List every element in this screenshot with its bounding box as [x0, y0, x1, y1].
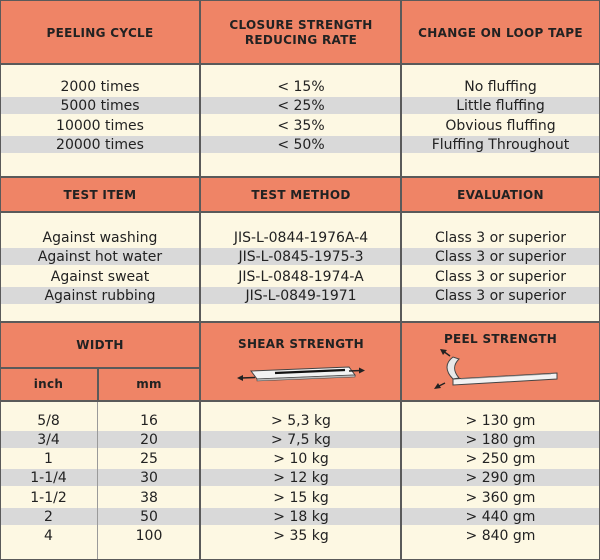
- peel-strength-cell: > 360 gm: [465, 490, 536, 506]
- shear-strength-cell: > 12 kg: [273, 470, 329, 486]
- peel-strength-icon: [433, 349, 563, 391]
- peeling-cycle-cell: 2000 times: [60, 79, 140, 95]
- test-method-header: TEST METHOD: [251, 188, 351, 202]
- width-subheader-divider: [1, 367, 199, 369]
- row-divider: [1, 211, 599, 213]
- width-mm-cell: 50: [140, 509, 158, 525]
- width-mm-cell: 20: [140, 432, 158, 448]
- shear-strength-header: SHEAR STRENGTH: [238, 337, 364, 351]
- width-inch-cell: 1-1/2: [30, 490, 67, 506]
- test-method-cell: JIS-L-0848-1974-A: [238, 269, 364, 285]
- test-item-cell: Against hot water: [37, 249, 163, 265]
- reducing-rate-cell: < 25%: [277, 98, 325, 114]
- row-divider: [1, 63, 599, 65]
- width-inch-cell: 2: [44, 509, 53, 525]
- test-item-cell: Against sweat: [50, 269, 150, 285]
- peeling-cycle-cell: 20000 times: [56, 137, 144, 153]
- evaluation-header: EVALUATION: [457, 188, 544, 202]
- inch-header: inch: [33, 377, 64, 391]
- width-header: WIDTH: [76, 338, 124, 352]
- reducing-rate-header: REDUCING RATE: [244, 33, 358, 47]
- width-inch-cell: 3/4: [37, 432, 60, 448]
- shear-strength-cell: > 35 kg: [273, 528, 329, 544]
- width-inch-cell: 4: [44, 528, 53, 544]
- mm-header: mm: [136, 377, 162, 391]
- peel-strength-cell: > 130 gm: [465, 413, 536, 429]
- row-divider: [1, 400, 599, 402]
- evaluation-cell: Class 3 or superior: [434, 288, 567, 304]
- shear-strength-cell: > 18 kg: [273, 509, 329, 525]
- width-mm-cell: 25: [140, 451, 158, 467]
- evaluation-cell: Class 3 or superior: [434, 249, 567, 265]
- loop-tape-cell: No fluffing: [464, 79, 537, 95]
- loop-tape-cell: Obvious fluffing: [445, 118, 556, 134]
- shear-strength-cell: > 10 kg: [273, 451, 329, 467]
- column-divider: [199, 1, 201, 559]
- loop-tape-cell: Little fluffing: [456, 98, 545, 114]
- peel-strength-cell: > 840 gm: [465, 528, 536, 544]
- test-method-cell: JIS-L-0844-1976A-4: [233, 230, 369, 246]
- peeling-cycle-cell: 10000 times: [56, 118, 144, 134]
- evaluation-cell: Class 3 or superior: [434, 269, 567, 285]
- row-divider: [1, 321, 599, 323]
- reducing-rate-cell: < 15%: [277, 79, 325, 95]
- inch-mm-divider: [97, 402, 98, 559]
- evaluation-cell: Class 3 or superior: [434, 230, 567, 246]
- peel-strength-cell: > 250 gm: [465, 451, 536, 467]
- row-divider: [1, 176, 599, 178]
- peel-strength-cell: > 180 gm: [465, 432, 536, 448]
- peel-strength-header: PEEL STRENGTH: [443, 332, 558, 346]
- peeling-cycle-cell: 5000 times: [60, 98, 140, 114]
- test-item-header: TEST ITEM: [63, 188, 137, 202]
- test-item-cell: Against rubbing: [44, 288, 156, 304]
- peeling-cycle-header: PEELING CYCLE: [46, 26, 154, 40]
- test-method-cell: JIS-L-0845-1975-3: [238, 249, 364, 265]
- test-method-cell: JIS-L-0849-1971: [245, 288, 357, 304]
- loop-tape-cell: Fluffing Throughout: [431, 137, 570, 153]
- width-inch-cell: 5/8: [37, 413, 60, 429]
- shear-strength-cell: > 15 kg: [273, 490, 329, 506]
- width-mm-cell: 30: [140, 470, 158, 486]
- test-item-cell: Against washing: [42, 230, 158, 246]
- width-inch-cell: 1: [44, 451, 53, 467]
- width-mm-cell: 38: [140, 490, 158, 506]
- shear-strength-cell: > 5,3 kg: [271, 413, 331, 429]
- width-mm-cell: 100: [135, 528, 163, 544]
- shear-strength-icon: [237, 357, 367, 387]
- width-mm-cell: 16: [140, 413, 158, 429]
- peel-strength-cell: > 440 gm: [465, 509, 536, 525]
- loop-tape-header: CHANGE ON LOOP TAPE: [418, 26, 583, 40]
- closure-strength-header: CLOSURE STRENGTH: [229, 18, 373, 32]
- reducing-rate-cell: < 50%: [277, 137, 325, 153]
- shear-strength-cell: > 7,5 kg: [271, 432, 331, 448]
- width-inch-cell: 1-1/4: [30, 470, 67, 486]
- peel-strength-cell: > 290 gm: [465, 470, 536, 486]
- reducing-rate-cell: < 35%: [277, 118, 325, 134]
